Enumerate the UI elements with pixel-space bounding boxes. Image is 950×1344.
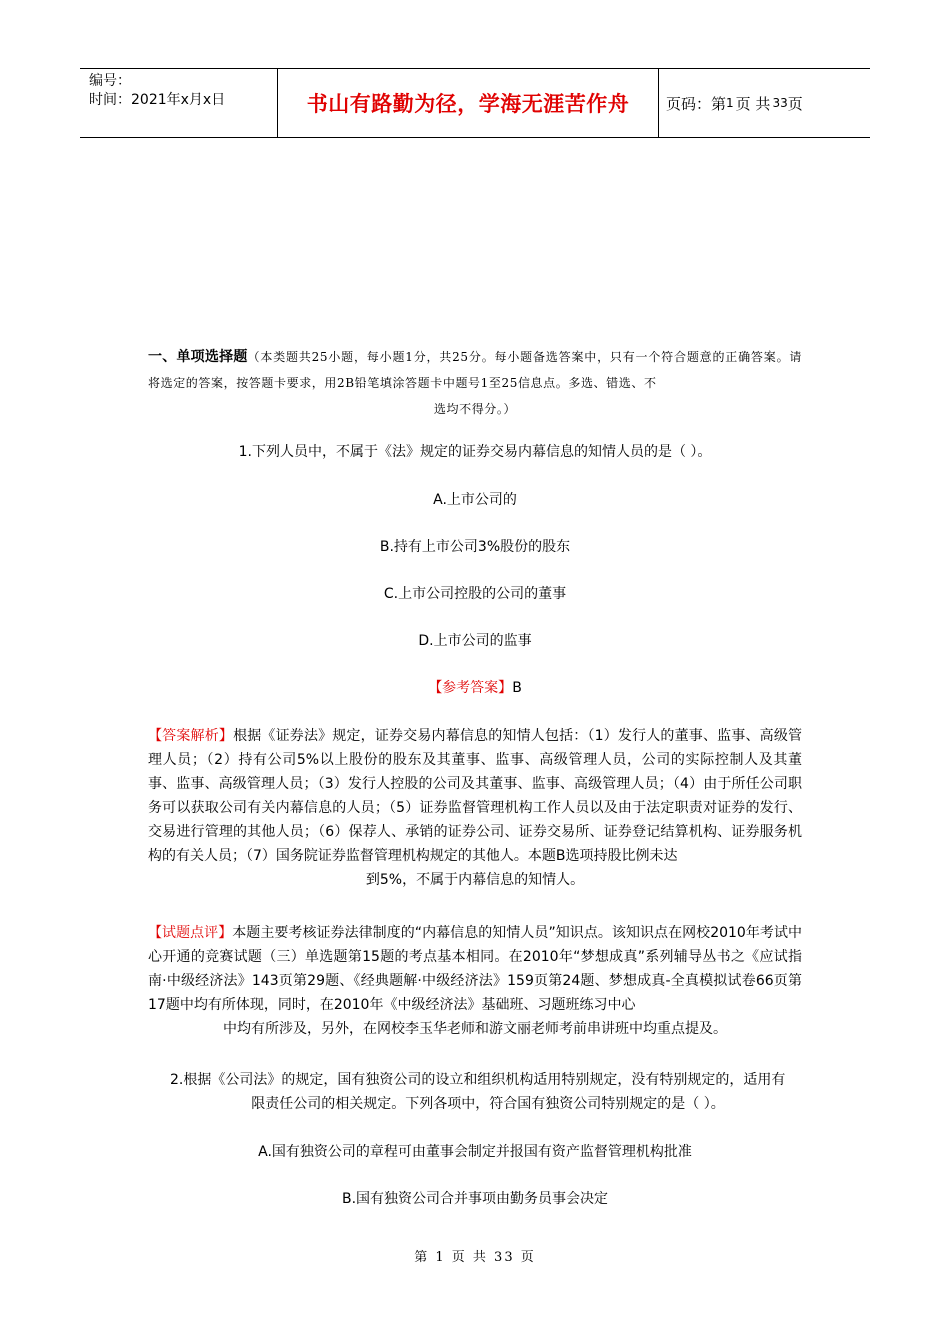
analysis-text: 根据《证券法》规定，证券交易内幕信息的知情人包括：（1）发行人的董事、监事、高级管理人员；（2）持有公司5%以上股份的股东及其董事、监事、高级管理人员，公司的实际控制人及其董事、监事、高级管理人员；（3）发行人控股的公司及其董事、监事、高级管理人员；（4）由于所任公司职务可以获取公司有关内幕信息的人员；（5）证券监督管理机构工作人员以及由于法定职责对证券的发行、交易进行管理的其他人员；（6）保荐人、承销的证券公司、证券交易所、证券登记结算机构、证券服务机构的有关人员；（7）国务院证券监督管理机构规定的其他人。本题B选项持股比例未达	[148, 728, 803, 864]
q2-option-b: B.国有独资公司合并事项由勤务员事会决定	[341, 1191, 609, 1207]
page-number: 1	[726, 96, 734, 110]
answer-label: 【参考答案】	[428, 680, 513, 696]
q1-option-d: D.上市公司的监事	[418, 633, 532, 649]
q1-option-c: C.上市公司控股的公司的董事	[383, 586, 567, 602]
section-title: 一、单项选择题	[148, 349, 248, 365]
q1-option-b: B.持有上市公司3%股份的股东	[379, 539, 571, 555]
question-2-stem	[170, 1068, 806, 1116]
q1-analysis	[148, 724, 802, 892]
comment-text: 本题主要考核证券法律制度的“内幕信息的知情人员”知识点。该知识点在网校2010年考试中心开通的竞赛试题（三）单选题第15题的考点基本相同。在2010年“梦想成真”系列辅导丛书之《应试指南·中级经济法》143页第29题、《经典题解·中级经济法》159页第24题、梦想成真-全真模拟试卷66页第17题中均有所体现，同时，在2010年《中级经济法》基础班、习题班练习中心	[148, 925, 802, 1013]
number-label: 编号：	[89, 73, 131, 89]
analysis-label: 【答案解析】	[148, 728, 234, 744]
header-motto: 书山有路勤为径，学海无涯苦作舟	[278, 69, 659, 137]
q2-stem-text: 2.根据《公司法》的规定，国有独资公司的设立和组织机构适用特别规定，没有特别规定的，适用有	[170, 1072, 786, 1088]
q2-option-a: A.国有独资公司的章程可由董事会制定并报国有资产监督管理机构批准	[258, 1144, 692, 1160]
q1-answer	[148, 676, 802, 700]
analysis-text-last: 到5%，不属于内幕信息的知情人。	[365, 872, 585, 888]
page-footer: 第 1 页 共 33 页	[414, 1250, 536, 1265]
page-total: 33	[772, 96, 788, 110]
page-end: 页	[787, 94, 803, 113]
question-1-stem: 1.下列人员中，不属于《法》规定的证券交易内幕信息的知情人员的是（ ）。	[238, 444, 712, 460]
section-note: （本类题共25小题，每小题1分，共25分。每小题备选答案中，只有一个符合题意的正确答案。请将选定的答案，按答题卡要求，用2B铅笔填涂答题卡中题号1至25信息点。多选、错选、不	[148, 350, 802, 390]
header-page-info	[658, 69, 870, 137]
section-intro	[148, 344, 802, 422]
header-meta	[80, 69, 278, 137]
comment-label: 【试题点评】	[148, 925, 233, 941]
q2-stem-last: 限责任公司的相关规定。下列各项中，符合国有独资公司特别规定的是（ ）。	[251, 1096, 725, 1112]
page-label: 页码：第	[666, 94, 727, 113]
q1-comment	[148, 921, 802, 1041]
page-header	[80, 68, 870, 138]
time-label: 时间：2021年x月x日	[89, 92, 226, 108]
comment-text-last: 中均有所涉及，另外，在网校李玉华老师和游文丽老师考前串讲班中均重点提及。	[223, 1021, 727, 1037]
q1-option-a: A.上市公司的	[433, 492, 517, 508]
answer-value: B	[512, 680, 522, 696]
page-mid: 页 共	[735, 94, 771, 113]
section-note-last: 选均不得分。）	[433, 402, 517, 416]
